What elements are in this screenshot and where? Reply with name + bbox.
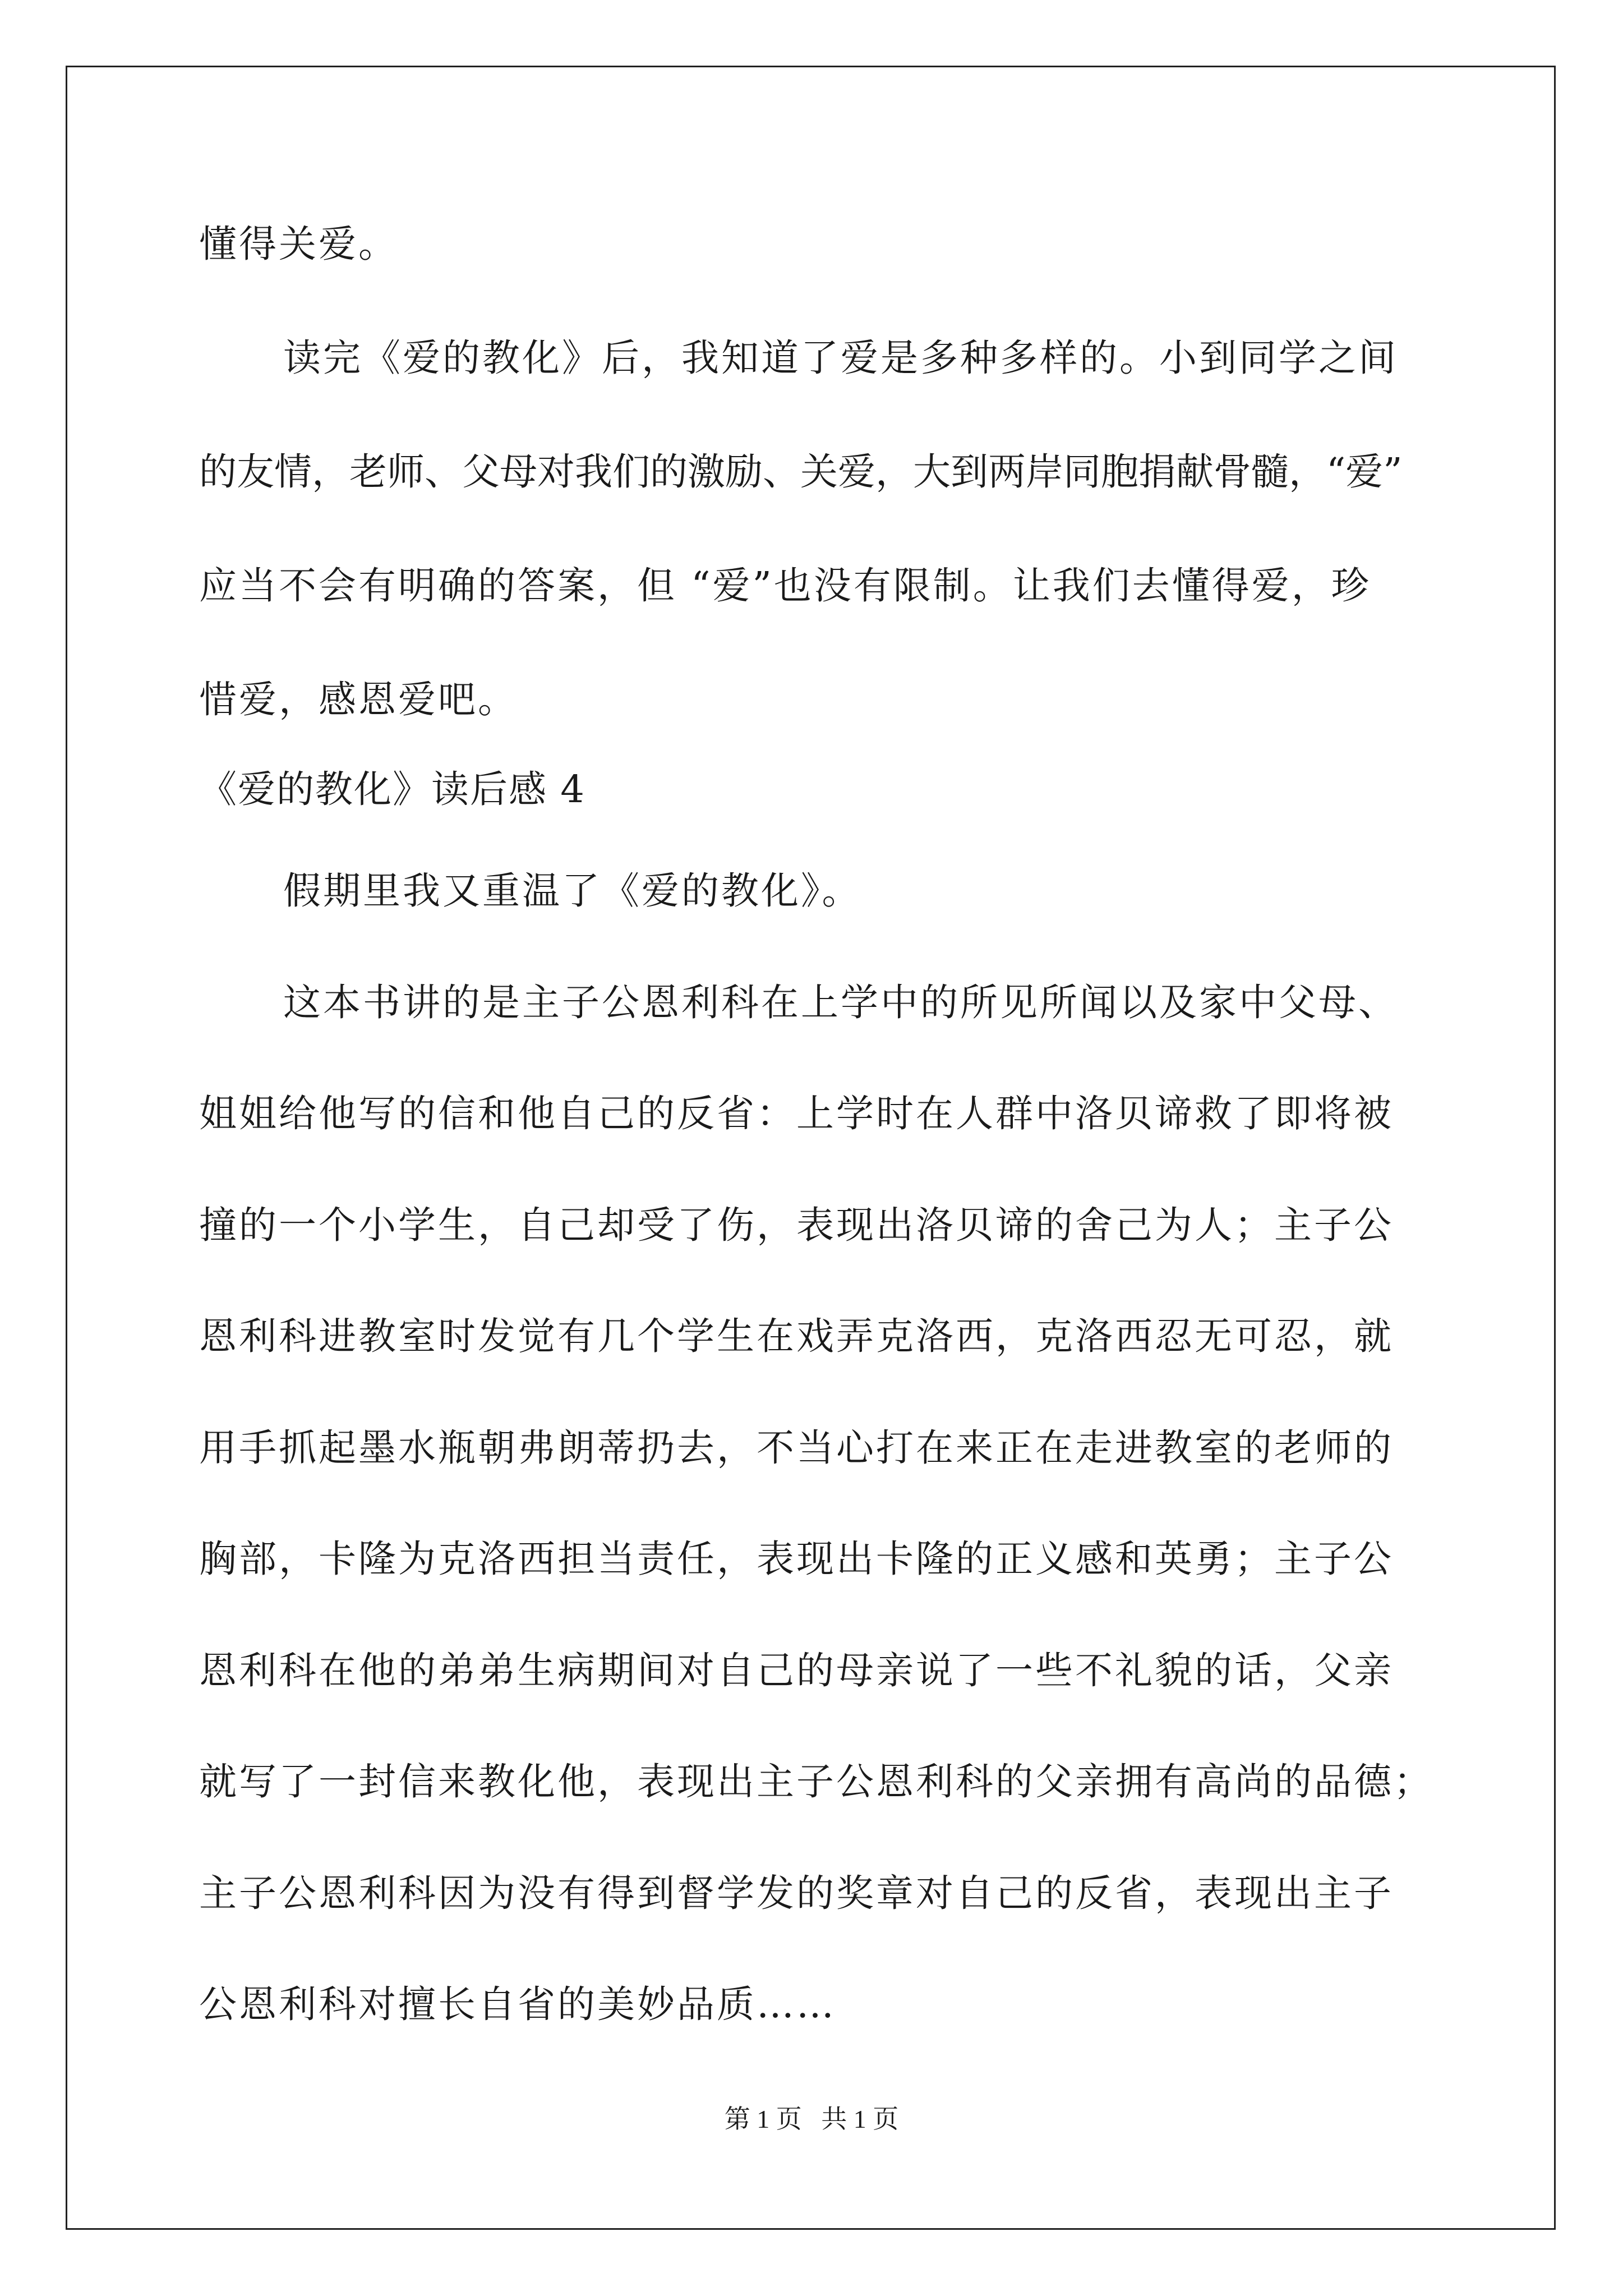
paragraph-line: 姐姐给他写的信和他自己的反省：上学时在人群中洛贝谛救了即将被 (199, 1092, 1394, 1135)
paragraph-line: 主子公恩利科因为没有得到督学发的奖章对自己的反省，表现出主子 (199, 1871, 1394, 1915)
paragraph-line: 用手抓起墨水瓶朝弗朗蒂扔去，不当心打在来正在走进教室的老师的 (199, 1426, 1394, 1470)
paragraph-line: 这本书讲的是主子公恩利科在上学中的所见所闻以及家中父母、 (283, 981, 1398, 1024)
page-footer: 第 1 页 共 1 页 (724, 2105, 899, 2133)
paragraph-line: 就写了一封信来教化他，表现出主子公恩利科的父亲拥有高尚的品德； (199, 1760, 1433, 1803)
paragraph-line: 公恩利科对擅长自省的美妙品质…… (199, 1982, 836, 2026)
paragraph-line: 读完《爱的教化》后，我知道了爱是多种多样的。小到同学之间 (283, 336, 1398, 380)
section-heading: 《爱的教化》读后感 4 (199, 767, 585, 811)
paragraph-line: 撞的一个小学生，自己却受了伤，表现出洛贝谛的舍己为人；主子公 (199, 1203, 1394, 1247)
paragraph-line: 懂得关爱。 (199, 222, 398, 266)
paragraph-line: 恩利科进教室时发觉有几个学生在戏弄克洛西，克洛西忍无可忍，就 (199, 1314, 1394, 1358)
paragraph-line: 应当不会有明确的答案，但 “爱”也没有限制。让我们去懂得爱，珍 (199, 564, 1371, 608)
paragraph-line: 恩利科在他的弟弟生病期间对自己的母亲说了一些不礼貌的话，父亲 (199, 1649, 1394, 1692)
paragraph-line: 惜爱，感恩爱吧。 (199, 678, 518, 721)
paragraph-line: 的友情，老师、父母对我们的激励、关爱，大到两岸同胞捐献骨髓，“爱” (199, 450, 1403, 494)
paragraph-line: 假期里我又重温了《爱的教化》。 (283, 869, 862, 913)
paragraph-line: 胸部，卡隆为克洛西担当责任，表现出卡隆的正义感和英勇；主子公 (199, 1537, 1394, 1581)
